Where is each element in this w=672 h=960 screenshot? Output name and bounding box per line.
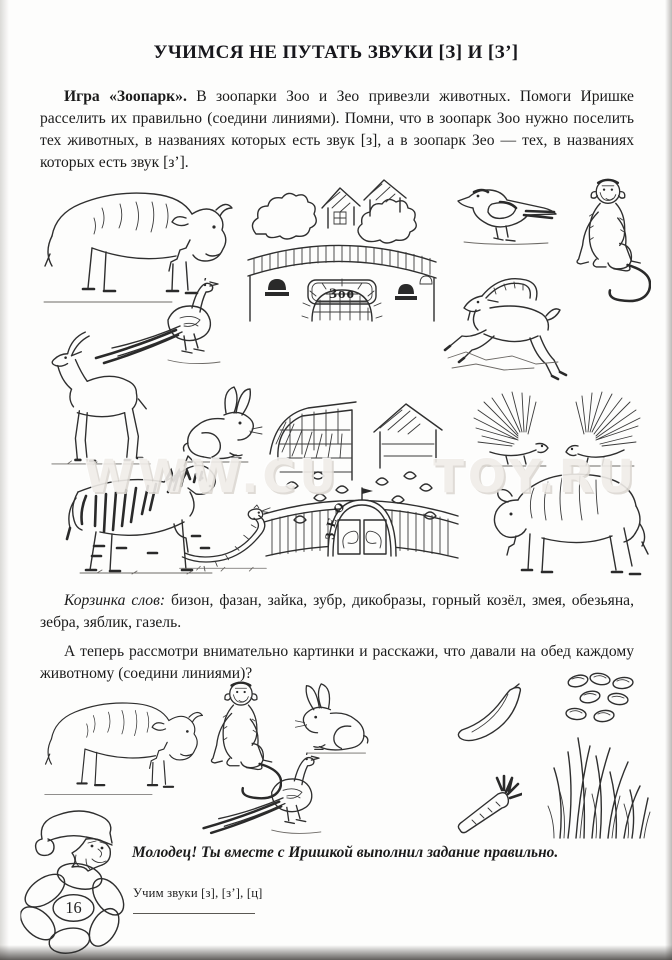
footer-series: Учим звуки [з], [з’], [ц] [133, 886, 263, 900]
grass-illustration [540, 728, 652, 840]
zoo-entrance-illustration [242, 172, 442, 322]
finch-illustration [448, 178, 566, 248]
word-basket-words: бизон, фазан, зайка, зубр, дикобразы, горный козёл, змея, обезьяна, зебра, зяблик, газель. [40, 592, 634, 631]
snake-illustration [172, 502, 272, 576]
intro-lead: Игра «Зоопарк». [64, 88, 187, 105]
zoo-sign-label: Зоо [329, 286, 355, 302]
watermark-left: WWW.CU [84, 450, 340, 503]
page-title: УЧИМСЯ НЕ ПУТАТЬ ЗВУКИ [З] И [З’] [153, 42, 519, 63]
praise-text: Молодец! Ты вместе с Иришкой выполнил задание правильно. [132, 844, 559, 861]
zoo-scene [0, 168, 672, 592]
watermark-right: TOY.RU [433, 450, 638, 503]
task2-paragraph: А теперь рассмотри внимательно картинки и расскажи, что давали на обед каждому животному (соедини линиями)? [40, 643, 634, 682]
carrot-illustration [452, 768, 522, 836]
pheasant-food-illustration [196, 752, 336, 840]
mountain-goat-illustration [442, 272, 590, 390]
word-basket-paragraph [40, 590, 634, 634]
rabbit-food-illustration [288, 682, 384, 754]
zeo-enclosure-illustration [256, 388, 468, 574]
zeo-sign-label: ЗЕО [321, 495, 352, 541]
scan-shadow-right [665, 0, 672, 960]
intro-paragraph [40, 86, 634, 174]
scan-shadow-left [0, 0, 9, 960]
footer-rule [133, 913, 255, 914]
bison-food-illustration [38, 690, 210, 798]
page-number-flower [20, 860, 128, 957]
porcupines-illustration [468, 388, 646, 470]
page-number: 16 [65, 898, 82, 918]
gazelle-illustration [42, 330, 160, 466]
intro-body: В зоопарки Зоо и Зео привезли животных. Помоги Иришке расселить их правильно (соедини линиями). Помни, что в зоопарк Зоо нужно поселить тех животных, в названиях которых есть звук [з], а в зоопарк Зео — тех, в названиях которых есть звук [з’]. [40, 88, 634, 171]
bison-illustration [464, 462, 656, 584]
seeds-illustration [560, 672, 642, 724]
word-basket-lead: Корзинка слов: [64, 592, 166, 609]
banana-illustration [448, 682, 530, 750]
